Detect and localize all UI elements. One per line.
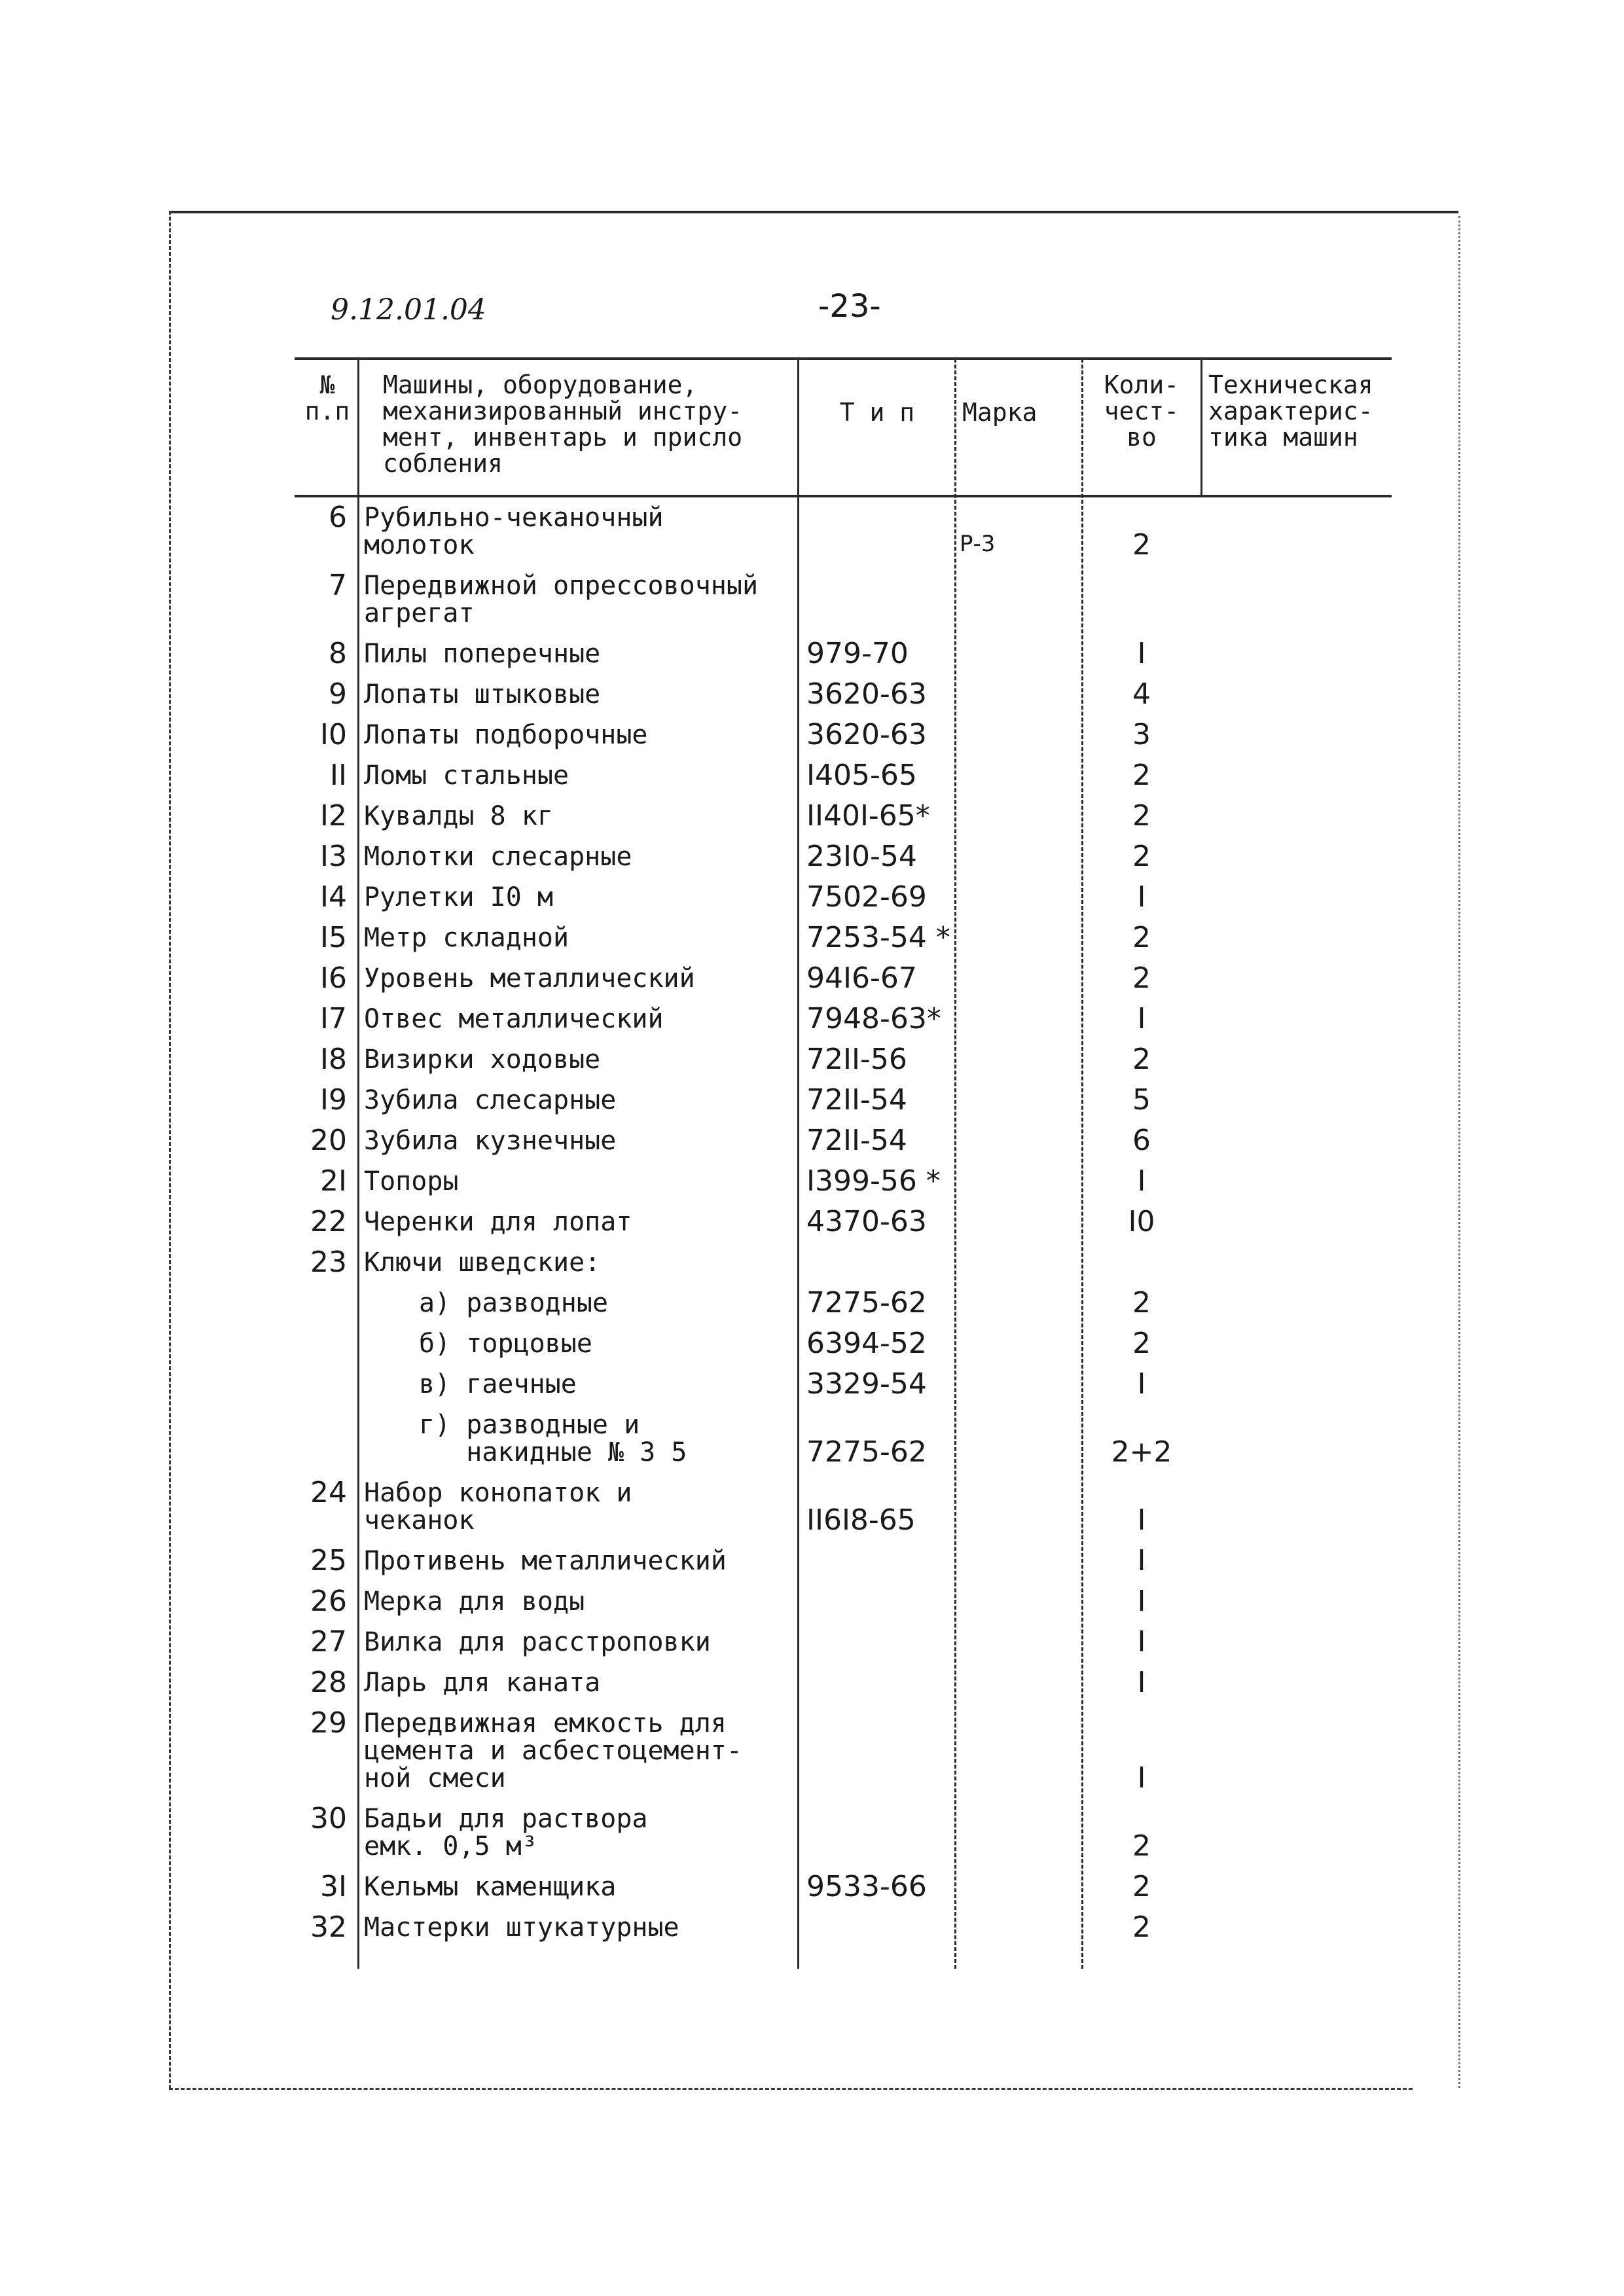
row-type: 9533-66 — [806, 1870, 927, 1903]
row-quantity: 2 — [1132, 1043, 1151, 1076]
column-header-name: Машины, оборудование, механизированный инстру- мент, инвентарь и присло собления — [383, 370, 743, 478]
frame-left-border — [169, 211, 171, 2089]
row-name: Отвес металлический — [364, 1004, 664, 1034]
row-number: 3I — [320, 1870, 347, 1903]
row-name: Ларь для каната — [364, 1668, 601, 1698]
frame-bottom-border — [169, 2088, 1413, 2090]
row-type: 72II-54 — [806, 1083, 907, 1117]
row-number: 30 — [310, 1802, 347, 1835]
row-quantity: 2 — [1132, 961, 1151, 995]
row-name: Передвижная емкость для цемента и асбестоцемент- ной смеси — [364, 1708, 742, 1793]
row-quantity: 4 — [1132, 677, 1151, 711]
header-bottom-rule — [295, 495, 1392, 497]
row-number: I4 — [320, 880, 347, 914]
row-type: 72II-56 — [806, 1043, 907, 1076]
row-mark: Р-3 — [960, 531, 996, 557]
row-name: Ломы стальные — [364, 761, 569, 791]
row-quantity: 2 — [1132, 1327, 1151, 1360]
row-quantity: I — [1137, 1761, 1146, 1795]
row-name: Метр складной — [364, 923, 569, 953]
row-number: 23 — [310, 1246, 347, 1279]
row-name: Кувалды 8 кг — [364, 801, 553, 831]
row-quantity: 2 — [1132, 1910, 1151, 1944]
row-number: 28 — [310, 1666, 347, 1699]
header-top-rule — [295, 357, 1392, 360]
row-type: 7275-62 — [806, 1286, 927, 1319]
frame-top-border — [169, 211, 1458, 213]
row-quantity: 2 — [1132, 799, 1151, 833]
row-type: 3329-54 — [806, 1367, 927, 1401]
row-quantity: 6 — [1132, 1124, 1151, 1157]
row-type: 7275-62 — [806, 1435, 927, 1469]
row-name: Лопаты штыковые — [364, 679, 601, 709]
row-name: Ключи шведские: — [364, 1247, 601, 1278]
row-type: 7948-63* — [806, 1002, 941, 1035]
row-type: 23I0-54 — [806, 840, 917, 873]
row-number: 26 — [310, 1585, 347, 1618]
row-quantity: 2 — [1132, 759, 1151, 792]
column-divider-mark — [954, 359, 956, 1969]
column-divider-name — [357, 359, 359, 1969]
row-number: 2I — [320, 1164, 347, 1198]
row-type: II6I8-65 — [806, 1503, 916, 1537]
row-name: Мастерки штукатурные — [364, 1912, 679, 1943]
row-name: Пилы поперечные — [364, 639, 601, 669]
row-number: 9 — [329, 677, 347, 711]
row-number: I5 — [320, 921, 347, 954]
row-name: Рулетки I0 м — [364, 882, 553, 912]
row-type: 4370-63 — [806, 1205, 927, 1238]
row-name: Набор конопаток и чеканок — [364, 1478, 632, 1535]
row-name: Противень металлический — [364, 1546, 727, 1576]
page-number: -23- — [818, 288, 881, 325]
row-quantity: 3 — [1132, 718, 1151, 751]
row-quantity: 2 — [1132, 1286, 1151, 1319]
row-quantity: 2+2 — [1111, 1435, 1172, 1469]
row-name: Лопаты подборочные — [364, 720, 648, 750]
row-quantity: I — [1137, 1503, 1146, 1537]
row-number: 22 — [310, 1205, 347, 1238]
row-name: Кельмы каменщика — [364, 1872, 617, 1902]
row-type: II40I-65* — [806, 799, 930, 833]
row-number: 8 — [329, 637, 347, 670]
row-quantity: 2 — [1132, 1829, 1151, 1863]
row-name: Передвижной опрессовочный агрегат — [364, 571, 759, 628]
row-name: в) гаечные — [419, 1369, 577, 1399]
row-name: Молотки слесарные — [364, 842, 632, 872]
row-quantity: 2 — [1132, 921, 1151, 954]
row-number: 7 — [329, 569, 347, 602]
row-quantity: I — [1137, 1544, 1146, 1577]
row-number: II — [330, 759, 347, 792]
row-name: Черенки для лопат — [364, 1207, 632, 1237]
row-number: 25 — [310, 1544, 347, 1577]
row-number: 29 — [310, 1706, 347, 1740]
row-name: г) разводные и накидные № 3 5 — [419, 1410, 687, 1467]
row-name: Мерка для воды — [364, 1587, 585, 1617]
row-number: 24 — [310, 1476, 347, 1509]
row-type: 6394-52 — [806, 1327, 927, 1360]
row-type: 94I6-67 — [806, 961, 917, 995]
row-number: I0 — [320, 718, 347, 751]
row-name: а) разводные — [419, 1288, 608, 1318]
row-quantity: I — [1137, 1367, 1146, 1401]
column-header-spec: Техническая характерис- тика машин — [1208, 370, 1373, 452]
row-name: Уровень металлический — [364, 963, 695, 994]
row-quantity: I — [1137, 1002, 1146, 1035]
row-quantity: 5 — [1132, 1083, 1151, 1117]
row-number: 27 — [310, 1625, 347, 1659]
row-quantity: I0 — [1128, 1205, 1155, 1238]
row-number: 6 — [329, 501, 347, 534]
row-type: 979-70 — [806, 637, 909, 670]
row-number: I3 — [320, 840, 347, 873]
column-divider-spec — [1200, 359, 1202, 496]
row-name: Визирки ходовые — [364, 1045, 601, 1075]
row-name: Зубила кузнечные — [364, 1126, 617, 1156]
row-quantity: I — [1137, 637, 1146, 670]
row-quantity: 2 — [1132, 1870, 1151, 1903]
row-name: Бадьи для раствора емк. 0,5 м³ — [364, 1804, 648, 1861]
row-type: 72II-54 — [806, 1124, 907, 1157]
column-divider-type — [797, 359, 799, 1969]
column-header-type: Т и п — [839, 398, 915, 427]
document-code: 9.12.01.04 — [331, 293, 486, 327]
row-name: Вилка для расстроповки — [364, 1627, 711, 1657]
column-header-qty: Коли- чест- во — [1104, 370, 1180, 452]
row-quantity: I — [1137, 1666, 1146, 1699]
row-name: Топоры — [364, 1166, 459, 1196]
row-number: 32 — [310, 1910, 347, 1944]
row-number: I8 — [320, 1043, 347, 1076]
row-quantity: I — [1137, 1585, 1146, 1618]
column-header-mark: Марка — [962, 398, 1038, 427]
row-quantity: 2 — [1132, 840, 1151, 873]
row-number: I9 — [320, 1083, 347, 1117]
row-number: I6 — [320, 961, 347, 995]
row-type: 3620-63 — [806, 718, 927, 751]
row-number: 20 — [310, 1124, 347, 1157]
column-header-num: № п.п — [304, 370, 350, 425]
row-type: 7253-54 * — [806, 921, 950, 954]
row-quantity: I — [1137, 880, 1146, 914]
row-quantity: I — [1137, 1164, 1146, 1198]
row-quantity: I — [1137, 1625, 1146, 1659]
row-name: Зубила слесарные — [364, 1085, 617, 1115]
row-type: I399-56 * — [806, 1164, 941, 1198]
row-quantity: 2 — [1132, 528, 1151, 562]
row-type: 3620-63 — [806, 677, 927, 711]
row-type: 7502-69 — [806, 880, 927, 914]
frame-right-border — [1458, 216, 1460, 2088]
row-type: I405-65 — [806, 759, 917, 792]
row-number: I7 — [320, 1002, 347, 1035]
column-divider-qty — [1081, 359, 1083, 1969]
row-name: б) торцовые — [419, 1329, 592, 1359]
row-number: I2 — [320, 799, 347, 833]
row-name: Рубильно-чеканочный молоток — [364, 503, 664, 560]
